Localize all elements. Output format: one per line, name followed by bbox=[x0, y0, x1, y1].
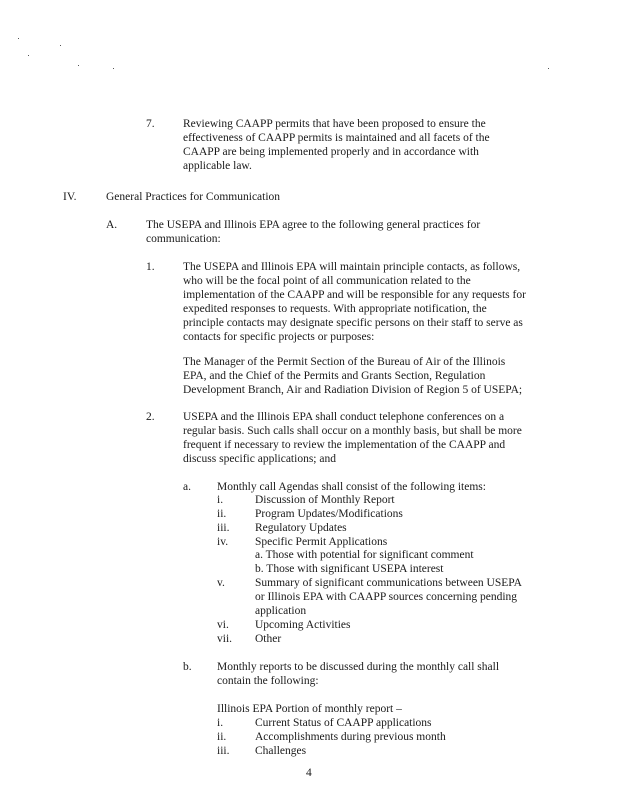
contacts-line: EPA, and the Chief of the Permits and Grants Section, Regulation bbox=[183, 370, 486, 382]
list-item: Other bbox=[255, 633, 282, 645]
list-item: application bbox=[255, 605, 307, 617]
list-number: i. bbox=[217, 494, 224, 506]
text-line: contacts for specific projects or purposes: bbox=[183, 331, 375, 343]
item-number: 2. bbox=[146, 411, 155, 423]
item-number: A. bbox=[106, 219, 118, 231]
section-title: General Practices for Communication bbox=[106, 191, 281, 203]
text-line: Reviewing CAAPP permits that have been proposed to ensure the bbox=[183, 118, 486, 130]
list-item: Specific Permit Applications bbox=[255, 536, 388, 548]
list-subitem: b. Those with significant USEPA interest bbox=[255, 563, 444, 575]
list-number: iii. bbox=[217, 522, 230, 534]
scan-speck bbox=[548, 68, 549, 69]
scan-speck bbox=[28, 55, 29, 56]
list-number: i. bbox=[217, 717, 224, 729]
list-number: ii. bbox=[217, 731, 227, 743]
item-number: a. bbox=[183, 481, 191, 493]
text-line: communication: bbox=[146, 233, 221, 245]
item-number: 1. bbox=[146, 261, 155, 273]
list-item: Upcoming Activities bbox=[255, 619, 351, 631]
list-item: Regulatory Updates bbox=[255, 522, 347, 534]
text-line: Monthly reports to be discussed during the monthly call shall bbox=[217, 661, 500, 673]
item-number: 7. bbox=[146, 118, 155, 130]
text-line: USEPA and the Illinois EPA shall conduct telephone conferences on a bbox=[183, 411, 505, 423]
text-line: CAAPP are being implemented properly and in accordance with bbox=[183, 146, 479, 158]
contacts-line: Development Branch, Air and Radiation Division of Region 5 of USEPA; bbox=[183, 384, 523, 396]
text-line: discuss specific applications; and bbox=[183, 453, 336, 465]
list-item: Summary of significant communications between USEPA bbox=[255, 577, 522, 589]
list-number: vii. bbox=[217, 633, 233, 645]
text-line: The USEPA and Illinois EPA will maintain principle contacts, as follows, bbox=[183, 261, 521, 273]
list-item: Discussion of Monthly Report bbox=[255, 494, 395, 506]
text-line: expedited responses to requests. With appropriate notification, the bbox=[183, 303, 487, 315]
text-line: effectiveness of CAAPP permits is maintained and all facets of the bbox=[183, 132, 490, 144]
list-number: iv. bbox=[217, 536, 229, 548]
list-number: iii. bbox=[217, 745, 230, 757]
text-line: regular basis. Such calls shall occur on a monthly basis, but shall be more bbox=[183, 425, 522, 437]
list-item: or Illinois EPA with CAAPP sources concerning pending bbox=[255, 591, 518, 603]
text-line: Monthly call Agendas shall consist of the following items: bbox=[217, 481, 486, 493]
list-item: Challenges bbox=[255, 745, 307, 757]
text-line: The USEPA and Illinois EPA agree to the following general practices for bbox=[146, 219, 481, 231]
text-line: who will be the focal point of all communication related to the bbox=[183, 275, 471, 287]
text-line: contain the following: bbox=[217, 675, 319, 687]
page-number: 4 bbox=[306, 767, 312, 779]
list-number: vi. bbox=[217, 619, 229, 631]
scan-speck bbox=[78, 65, 79, 66]
text-line: implementation of the CAAPP and will be responsible for any requests for bbox=[183, 289, 526, 301]
scan-speck bbox=[113, 68, 114, 69]
scan-speck bbox=[18, 38, 19, 39]
section-number: IV. bbox=[63, 191, 77, 203]
text-line: applicable law. bbox=[183, 160, 252, 172]
list-subitem: a. Those with potential for significant comment bbox=[255, 549, 474, 561]
item-number: b. bbox=[183, 661, 192, 673]
contacts-line: The Manager of the Permit Section of the Bureau of Air of the Illinois bbox=[183, 356, 506, 368]
portion-title: Illinois EPA Portion of monthly report – bbox=[217, 703, 402, 715]
list-item: Accomplishments during previous month bbox=[255, 731, 446, 743]
scan-speck bbox=[60, 45, 61, 46]
text-line: principle contacts may designate specific persons on their staff to serve as bbox=[183, 317, 523, 329]
list-item: Program Updates/Modifications bbox=[255, 508, 403, 520]
list-number: ii. bbox=[217, 508, 227, 520]
text-line: frequent if necessary to review the implementation of the CAAPP and bbox=[183, 439, 506, 451]
list-number: v. bbox=[217, 577, 225, 589]
list-item: Current Status of CAAPP applications bbox=[255, 717, 432, 729]
